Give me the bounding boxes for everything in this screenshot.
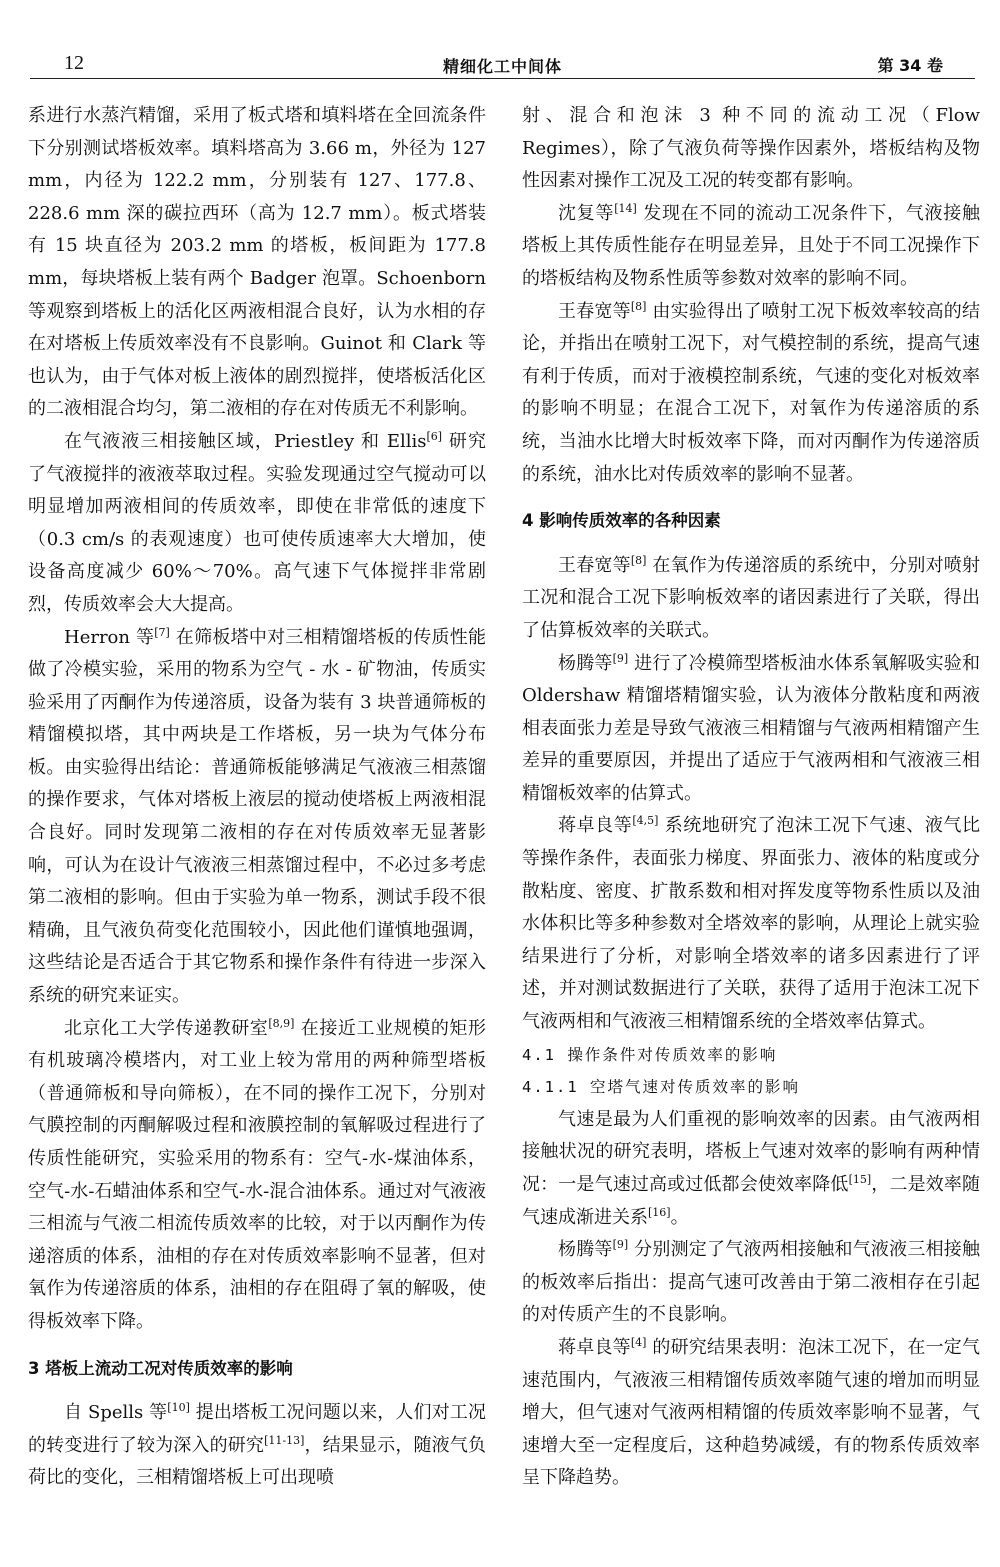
right-column (522, 100, 980, 1495)
subsubsection-heading: 4.1.1 空塔气速对传质效率的影响 (522, 1078, 800, 1097)
text-run: 系统地研究了泡沫工况下气速、液气比等操作条件，表面张力梯度、界面张力、液体的粘度或分散粘度、密度、扩散系数和相对挥发度等物系性质以及油水体积比等多种参数对全塔效率的影响，从理论上就实验结果进行了分析，对影响全塔效率的诸多因素进行了评述，并对测试数据进行了关联，获得了适用于泡沫工况下气液两相和气液液三相精馏系统的全塔效率估算式。 (522, 815, 980, 1033)
citation: [16] (648, 1205, 671, 1219)
page-number: 12 (64, 52, 84, 74)
citation: [11-13] (264, 1433, 305, 1447)
text-run: 自 Spells 等 (64, 1402, 168, 1424)
paragraph (522, 296, 980, 492)
paragraph (28, 1013, 486, 1339)
paragraph (522, 648, 980, 811)
citation: [7] (154, 625, 170, 639)
paragraph (522, 1332, 980, 1495)
text-run: ，二是效率随气速成渐进关系 (522, 1174, 981, 1228)
text-run: 的研究结果表明：泡沫工况下，在一定气速范围内，气液液三相精馏传质效率随气速的增加而明显增大，但气速对气液两相精馏的传质效率影响不显著，气速增大至一定程度后，这种趋势减缓，有的物系传质效率呈下降趋势。 (522, 1336, 980, 1489)
text-run: 在筛板塔中对三相精馏塔板的传质性能做了冷模实验，采用的物系为空气 - 水 - 矿物油，传质实验采用了丙酮作为传递溶质，设备为装有 3 块普通筛板的精馏模拟塔，其中两块是工作塔板，另一块为气体分布板。由实验得出结论：普通筛板能够满足气液液三相蒸馏的操作要求，气体对塔板上液层的搅动使塔板上两液相混合良好。同时发现第二液相的存在对传质效率无显著影响，可认为在设计气液液三相蒸馏过程中，不必过多考虑第二液相的影响。但由于实验为单一物系，测试手段不很精确，且气液负荷变化范围较小，因此他们谨慎地强调，这些结论是否适合于其它物系和操作条件有待进一步深入系统的研究来证实。 (28, 626, 486, 1007)
paragraph: 射、混合和泡沫 3 种不同的流动工况（Flow Regimes），除了气液负荷等操作因素外，塔板结构及物性因素对操作工况及工况的转变都有影响。 (522, 105, 980, 192)
text-run: 北京化工大学传递教研室 (64, 1017, 269, 1039)
citation: [6] (426, 429, 443, 443)
text-run: 在气液液三相接触区域，Priestley 和 Ellis (64, 430, 427, 452)
paragraph (28, 622, 486, 1013)
text-run: 杨腾等 (558, 1239, 613, 1261)
text-run: 由实验得出了喷射工况下板效率较高的结论，并指出在喷射工况下，对气模控制的系统，提高气速有利于传质，而对于液模控制系统，气速的变化对板效率的影响不明显；在混合工况下，对氧作为传递溶质的系统，当油水比增大时板效率下降，而对丙酮作为传递溶质的系统，油水比对传质效率的影响不显著。 (522, 300, 980, 485)
text-run: 王春宽等 (558, 554, 631, 576)
citation: [8,9] (268, 1016, 295, 1030)
text-run: ，结果显示，随液气负荷比的变化，三相精馏塔板上可出现喷 (28, 1434, 486, 1489)
text-run: 在接近工业规模的矩形有机玻璃冷模塔内，对工业上较为常用的两种筛型塔板（普通筛板和导向筛板），在不同的操作工况下，分别对气膜控制的丙酮解吸过程和液膜控制的氧解吸过程进行了传质性能研究，实验采用的物系有：空气-水-煤油体系，空气-水-石蜡油体系和空气-水-混合油体系。通过对气液液三相流与气液二相流传质效率的比较，对于以丙酮作为传递溶质的体系，油相的存在对传质效率影响不显著，但对氧作为传递溶质的体系，油相的存在阻碍了氧的解吸，使得板效率下降。 (28, 1017, 486, 1332)
text-run: 发现在不同的流动工况条件下，气液接触塔板上其传质性能存在明显差异，且处于不同工况操作下的塔板结构及物系性质等参数对效率的影响不同。 (522, 202, 980, 289)
citation: [4] (630, 1335, 647, 1349)
running-header (30, 48, 975, 79)
text-run: 提出塔板工况问题以来，人们对工况的转变进行了较为深入的研究 (28, 1402, 486, 1456)
text-run: 。 (670, 1206, 689, 1228)
paragraph: 系进行水蒸汽精馏，采用了板式塔和填料塔在全回流条件下分别测试塔板效率。填料塔高为 3.66 m，外径为 127 mm，内径为 122.2 mm，分别装有 127、177.8、228.6 mm 深的碳拉西环（高为 12.7 mm）。板式塔装有 15 块直径为 203.2 mm 的塔板，板间距为 177.8 mm，每块塔板上装有两个 Badger 泡罩。Schoenborn 等观察到塔板上的活化区两液相混合良好，认为水相的存在对塔板上传质效率没有不良影响。Guinot 和 Clark 等也认为，由于气体对板上液体的剧烈搅拌，使塔板活化区的二液相混合均匀，第二液相的存在对传质无不利影响。 (28, 105, 486, 420)
text-run: 杨腾等 (558, 652, 613, 674)
text-run: 气速是最为人们重视的影响效率的因素。由气液两相接触状况的研究表明，塔板上气速对效率的影响有两种情况：一是气速过高或过低都会使效率降低 (522, 1108, 980, 1195)
paragraph (522, 198, 980, 296)
citation: [14] (614, 201, 637, 215)
text-run: 蒋卓良等 (558, 1336, 631, 1358)
subsection-heading: 4.1 操作条件对传质效率的影响 (522, 1045, 778, 1064)
text-run: 在氧作为传递溶质的系统中，分别对喷射工况和混合工况下影响板效率的诸因素进行了关联，得出了估算板效率的关联式。 (522, 554, 980, 641)
paragraph (522, 550, 980, 648)
text-run: 王春宽等 (558, 300, 631, 322)
journal-title: 精细化工中间体 (442, 57, 562, 76)
text-run: 研究了气液搅拌的液液萃取过程。实验发现通过空气搅动可以明显增加两液相间的传质效率，即使在非常低的速度下（0.3 cm/s 的表观速度）也可使传质速率大大增加，使设备高度减少 60%～70%。高气速下气体搅拌非常剧烈，传质效率会大大提高。 (28, 430, 486, 615)
left-column (28, 100, 486, 1495)
citation: [4,5] (632, 814, 659, 828)
citation: [8] (630, 553, 647, 567)
text-run: Herron 等 (64, 626, 155, 648)
paragraph (28, 426, 486, 622)
section-heading: 3 塔板上流动工况对传质效率的影响 (28, 1358, 293, 1378)
text-run: 沈复等 (558, 202, 615, 224)
volume-label: 第 34 卷 (877, 56, 943, 75)
paragraph (28, 1397, 486, 1495)
text-run: 进行了冷模筛型塔板油水体系氧解吸实验和 Oldershaw 精馏塔精馏实验，认为液体分散粘度和两液相表面张力差是导致气液液三相精馏与气液两相精馏产生差异的重要原因，并提出了适应于气液两相和气液液三相精馏板效率的估算式。 (522, 652, 980, 804)
citation: [9] (612, 1238, 629, 1252)
paragraph (522, 1234, 980, 1332)
section-heading: 4 影响传质效率的各种因素 (522, 511, 721, 531)
paragraph (522, 1104, 980, 1234)
text-run: 蒋卓良等 (558, 815, 633, 837)
citation: [8] (630, 299, 647, 313)
paragraph (522, 810, 980, 1038)
citation: [9] (612, 651, 629, 665)
citation: [15] (848, 1173, 872, 1186)
text-run: 分别测定了气液两相接触和气液液三相接触的板效率后指出：提高气速可改善由于第二液相存在引起的对传质产生的不良影响。 (522, 1239, 980, 1326)
citation: [10] (167, 1401, 190, 1415)
